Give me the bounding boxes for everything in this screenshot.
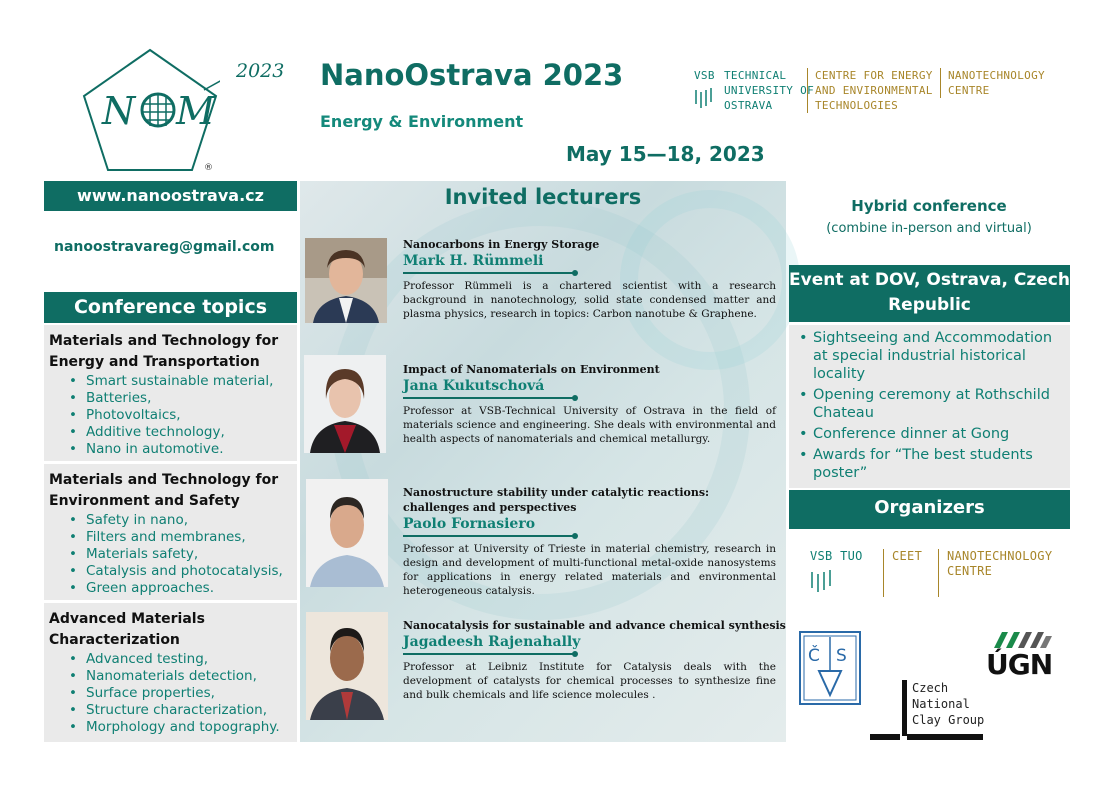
list-item: • Nanomaterials detection, [69, 668, 293, 685]
lecturer-name: Jagadeesh Rajenahally [403, 634, 581, 650]
lecturer-description: Professor at VSB-Technical University of Ostrava in the field of materials science and engineering. She deals with environmental and health aspects of nanomaterials and chemical metallurgy. [403, 405, 776, 445]
talk-title: Nanostructure stability under catalytic reactions: challenges and perspectives [403, 486, 710, 514]
clay-group-text: Czech National Clay Group [912, 681, 985, 727]
cs-society-logo [799, 631, 861, 705]
topic-block-characterization [44, 603, 297, 742]
conference-topics-heading: Conference topics [44, 292, 297, 323]
clay-group-name [912, 680, 988, 728]
topic-list [69, 651, 293, 736]
nanoostrava-logo [80, 46, 220, 174]
list-item: • Morphology and topography. [69, 719, 293, 736]
lecturer-description: Professor at University of Trieste in material chemistry, research in design and development of multi-functional metal-oxide nanosystems for applications in energy related materials and environmental heterogeneous catalysis. [403, 543, 776, 597]
list-item: • Materials safety, [69, 546, 293, 563]
talk-title: Nanocatalysis for sustainable and advance chemical synthesis [403, 619, 786, 632]
talk-title: Nanocarbons in Energy Storage [403, 238, 600, 251]
cs-letter-s: S [836, 646, 847, 666]
topic-title: Materials and Technology for Energy and Transportation [49, 333, 279, 370]
lecturer-photo-rajenahally [306, 612, 388, 720]
lecture-fornasiero [403, 485, 776, 598]
hybrid-conference-title: Hybrid conference [851, 197, 1007, 215]
list-item: • Conference dinner at Gong [797, 425, 1062, 443]
list-item: • Safety in nano, [69, 512, 293, 529]
registration-email[interactable]: nanoostravareg@gmail.com [54, 239, 275, 255]
lecturer-name: Mark H. Rümmeli [403, 253, 544, 269]
list-item: • Structure characterization, [69, 702, 293, 719]
event-list [797, 329, 1062, 482]
conference-date: May 15—18, 2023 [566, 142, 765, 166]
vsb-bars-icon [810, 568, 834, 594]
event-location-heading: Event at DOV, Ostrava, Czech Republic [789, 265, 1070, 322]
list-item: • Sightseeing and Accommodation at special industrial historical locality [797, 329, 1062, 383]
lecturer-description: Professor at Leibniz Institute for Catalysis deals with the development of catalysts for chemical processes to synthesize fine and bulk chemicals and life science molecules . [403, 661, 776, 701]
vsb-tuo-logo: VSB TUO [810, 549, 863, 563]
topic-list [69, 373, 293, 458]
conference-title: NanoOstrava 2023 [320, 58, 624, 92]
list-item: • Batteries, [69, 390, 293, 407]
lecture-rajenahally [403, 618, 786, 702]
topic-list [69, 512, 293, 597]
lecturer-description: Professor Rümmeli is a chartered scientist with a research background in nanotechnology, solid state condensed matter and plasma physics, research in topics: Carbon nanotube & Graphene. [403, 280, 776, 320]
registered-mark: ® [204, 163, 213, 173]
name-underline [403, 653, 575, 655]
lecturer-photo-rummeli [305, 238, 387, 323]
invited-lecturers-heading: Invited lecturers [444, 185, 642, 209]
list-item: • Opening ceremony at Rothschild Chateau [797, 386, 1062, 422]
list-item: • Advanced testing, [69, 651, 293, 668]
lecturer-photo-kukutschova [304, 355, 386, 453]
name-underline [403, 272, 575, 274]
lecture-rummeli [403, 237, 776, 321]
topic-block-environment [44, 464, 297, 600]
lecturer-photo-fornasiero [306, 479, 388, 587]
ugn-logo-text: ÚGN [986, 648, 1053, 681]
list-item: • Smart sustainable material, [69, 373, 293, 390]
vsb-fullname: TECHNICAL UNIVERSITY OF OSTRAVA [724, 69, 814, 112]
list-item: • Additive technology, [69, 424, 293, 441]
topic-title: Advanced Materials Characterization [49, 611, 205, 648]
list-item: • Green approaches. [69, 580, 293, 597]
svg-text:M: M [176, 89, 215, 133]
lecturer-name: Jana Kukutschová [403, 378, 545, 394]
name-underline [403, 397, 575, 399]
ceet-logo-header: CENTRE FOR ENERGY AND ENVIRONMENTAL TECHNOLOGIES [807, 68, 937, 113]
nanotechnology-centre-logo: NANOTECHNOLOGY CENTRE [938, 549, 1078, 597]
list-item: • Awards for “The best students poster” [797, 446, 1062, 482]
organizers-heading: Organizers [789, 490, 1070, 529]
lecture-kukutschova [403, 362, 776, 446]
svg-text:N: N [102, 89, 136, 133]
topic-title: Materials and Technology for Environment and Safety [49, 472, 279, 509]
talk-title: Impact of Nanomaterials on Environment [403, 363, 660, 376]
vsb-name: VSB [694, 69, 715, 82]
list-item: • Nano in automotive. [69, 441, 293, 458]
ceet-logo: CEET [883, 549, 922, 597]
cs-letter-c: Č [808, 646, 820, 666]
list-item: • Filters and membranes, [69, 529, 293, 546]
nanotechnology-centre-header: NANOTECHNOLOGY CENTRE [940, 68, 1060, 98]
topic-block-energy [44, 325, 297, 461]
logo-year: 2023 [236, 60, 285, 82]
vsb-bars-icon [694, 86, 716, 110]
list-item: • Photovoltaics, [69, 407, 293, 424]
event-highlights [789, 325, 1070, 488]
list-item: • Surface properties, [69, 685, 293, 702]
conference-subtitle: Energy & Environment [320, 112, 524, 131]
hybrid-conference-subtitle: (combine in-person and virtual) [826, 221, 1032, 236]
name-underline [403, 535, 575, 537]
lecturer-name: Paolo Fornasiero [403, 516, 536, 532]
list-item: • Catalysis and photocatalysis, [69, 563, 293, 580]
website-link[interactable]: www.nanoostrava.cz [44, 181, 297, 211]
